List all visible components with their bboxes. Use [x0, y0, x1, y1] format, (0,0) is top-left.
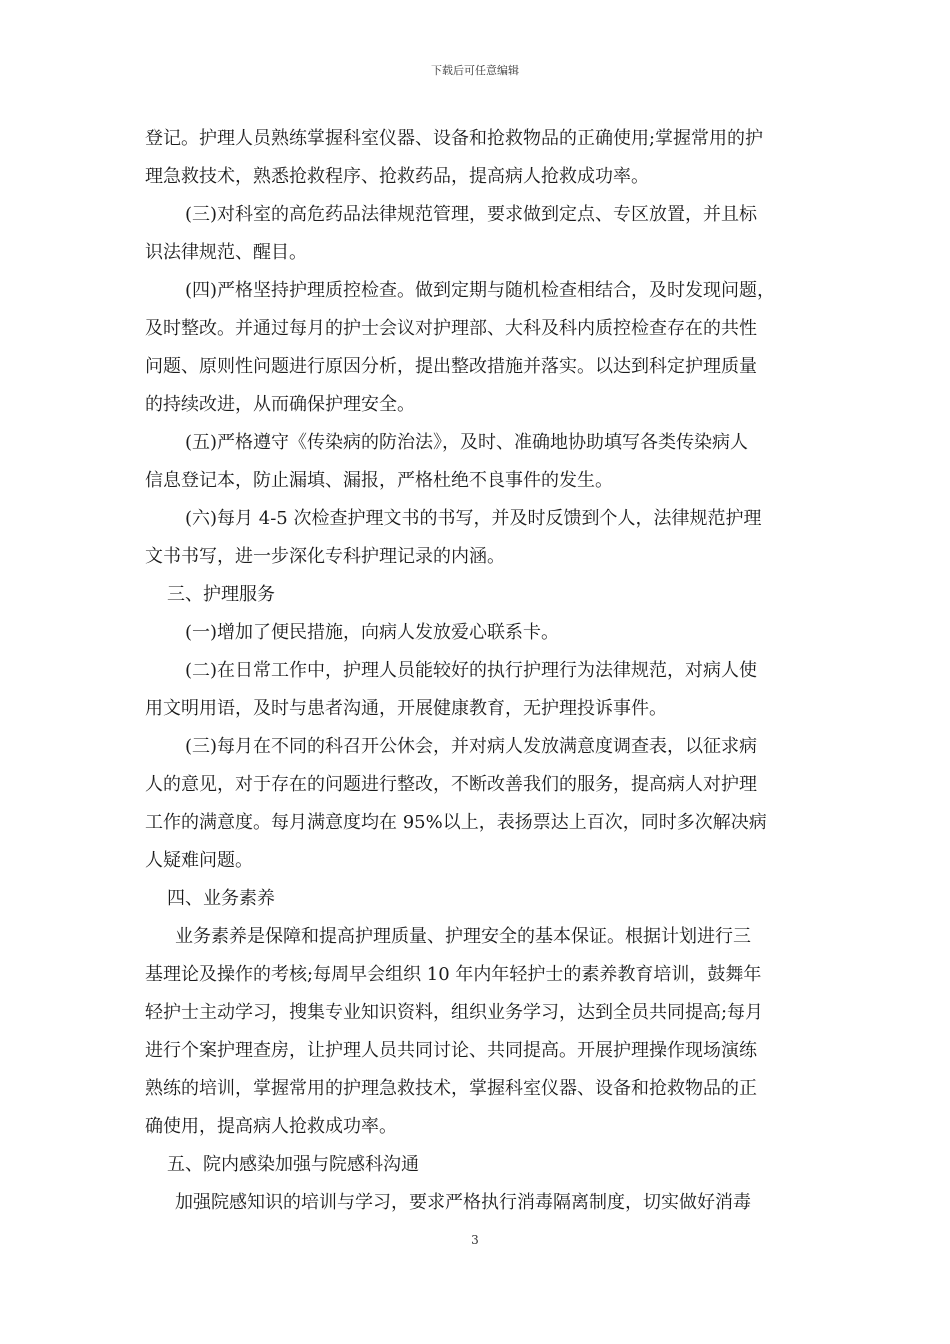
- text-line: 三、护理服务: [167, 584, 275, 605]
- document-body: [145, 120, 810, 1222]
- text-line: 信息登记本，防止漏填、漏报，严格杜绝不良事件的发生。: [145, 470, 613, 491]
- text-line: 人疑难问题。: [145, 850, 253, 871]
- text-line: 问题、原则性问题进行原因分析，提出整改措施并落实。以达到科定护理质量: [145, 356, 757, 377]
- text-line: 的持续改进，从而确保护理安全。: [145, 394, 415, 415]
- text-line: (五)严格遵守《传染病的防治法》，及时、准确地协助填写各类传染病人: [185, 432, 749, 453]
- text-line: 进行个案护理查房，让护理人员共同讨论、共同提高。开展护理操作现场演练: [145, 1040, 757, 1061]
- text-line: 四、业务素养: [167, 888, 275, 909]
- page-header: 下载后可任意编辑: [431, 64, 519, 77]
- text-line: (三)对科室的高危药品法律规范管理，要求做到定点、专区放置，并且标: [185, 204, 758, 225]
- text-line: 及时整改。并通过每月的护士会议对护理部、大科及科内质控检查存在的共性: [145, 318, 757, 339]
- text-line: (三)每月在不同的科召开公休会，并对病人发放满意度调查表，以征求病: [185, 736, 758, 757]
- text-line: 加强院感知识的培训与学习，要求严格执行消毒隔离制度，切实做好消毒: [175, 1192, 751, 1213]
- page-number: 3: [471, 1233, 479, 1247]
- text-line: (二)在日常工作中，护理人员能较好的执行护理行为法律规范，对病人使: [185, 660, 758, 681]
- text-line: 人的意见，对于存在的问题进行整改，不断改善我们的服务，提高病人对护理: [145, 774, 757, 795]
- text-line: 理急救技术，熟悉抢救程序、抢救药品，提高病人抢救成功率。: [145, 166, 649, 187]
- text-line: 工作的满意度。每月满意度均在 95%以上，表扬票达上百次，同时多次解决病: [145, 812, 767, 833]
- text-line: 文书书写，进一步深化专科护理记录的内涵。: [145, 546, 505, 567]
- text-line: (六)每月 4-5 次检查护理文书的书写，并及时反馈到个人，法律规范护理: [185, 508, 762, 529]
- text-line: 识法律规范、醒目。: [145, 242, 307, 263]
- text-line: 业务素养是保障和提高护理质量、护理安全的基本保证。根据计划进行三: [175, 926, 751, 947]
- text-line: (四)严格坚持护理质控检查。做到定期与随机检查相结合，及时发现问题，: [185, 280, 776, 301]
- text-line: 熟练的培训，掌握常用的护理急救技术，掌握科室仪器、设备和抢救物品的正: [145, 1078, 757, 1099]
- text-line: 轻护士主动学习，搜集专业知识资料，组织业务学习，达到全员共同提高;每月: [145, 1002, 764, 1023]
- text-line: 基理论及操作的考核;每周早会组织 10 年内年轻护士的素养教育培训，鼓舞年: [145, 964, 762, 985]
- text-line: 五、院内感染加强与院感科沟通: [167, 1154, 419, 1175]
- text-line: (一)增加了便民措施，向病人发放爱心联系卡。: [185, 622, 560, 643]
- text-line: 用文明用语，及时与患者沟通，开展健康教育，无护理投诉事件。: [145, 698, 667, 719]
- text-line: 确使用，提高病人抢救成功率。: [145, 1116, 397, 1137]
- text-line: 登记。护理人员熟练掌握科室仪器、设备和抢救物品的正确使用;掌握常用的护: [145, 128, 764, 149]
